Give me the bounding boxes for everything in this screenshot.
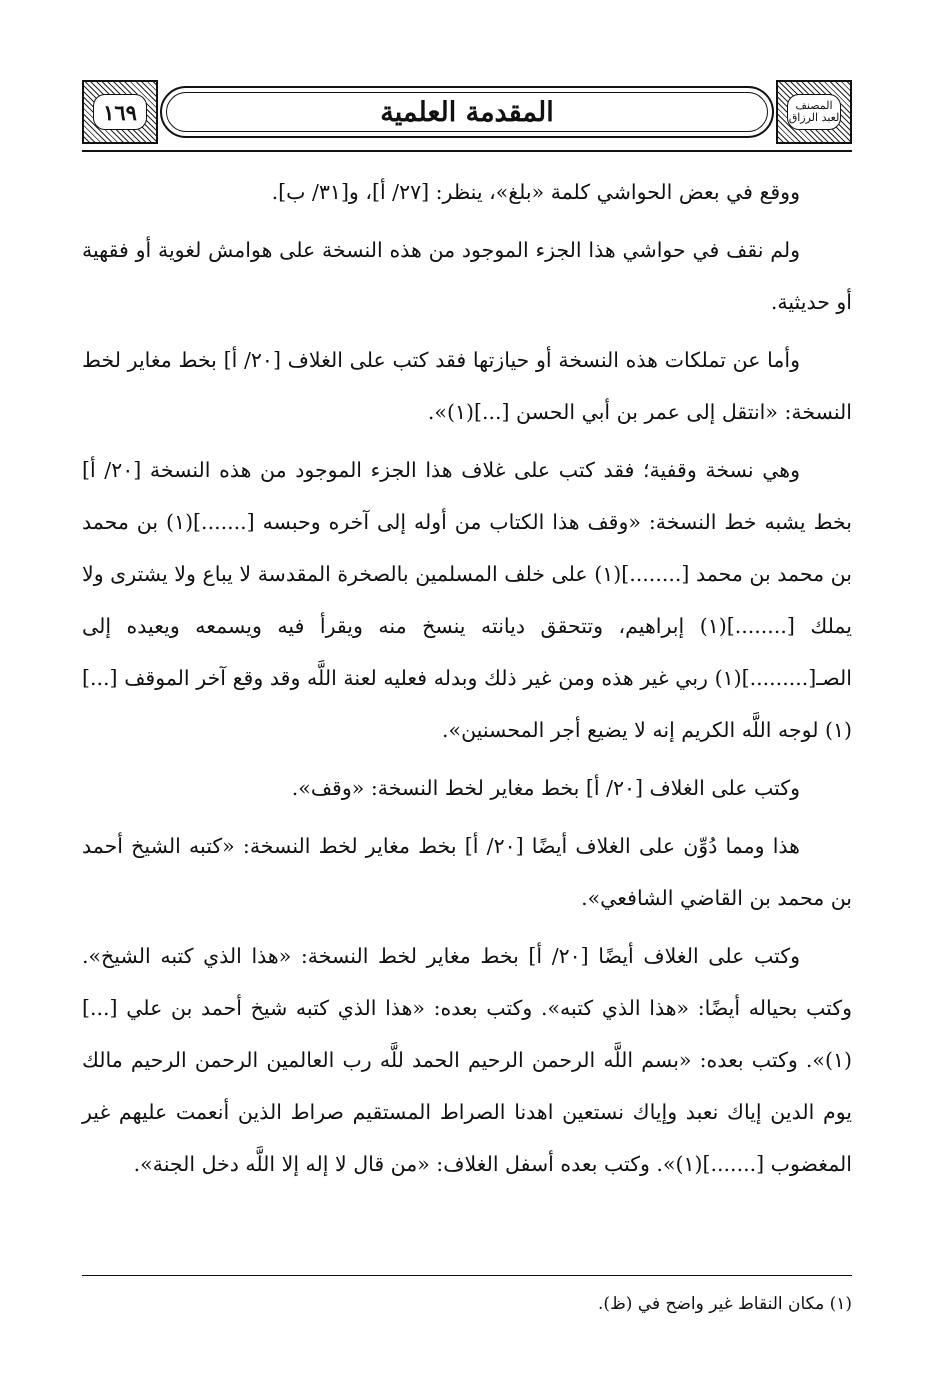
page-number: ١٦٩ [93,94,147,130]
page-header [82,80,852,144]
running-title: المقدمة العلمية [380,96,554,128]
header-divider [82,150,852,152]
page-number-ornament [82,80,158,144]
paragraph: وأما عن تملكات هذه النسخة أو حيازتها فقد كتب على الغلاف [٢٠/ أ] بخط مغاير لخط النسخة: «انتقل إلى عمر بن أبي الحسن [...](١)». [82,348,852,424]
book-emblem [776,80,852,144]
header-title-band [160,86,774,138]
paragraph: وكتب على الغلاف [٢٠/ أ] بخط مغاير لخط النسخة: «وقف». [291,776,800,800]
paragraph: هذا ومما دُوِّن على الغلاف أيضًا [٢٠/ أ] بخط مغاير لخط النسخة: «كتبه الشيخ أحمد بن محمد بن القاضي الشافعي». [82,834,852,910]
footnote-divider [82,1275,852,1276]
footnote: (١) مكان النقاط غير واضح في (ظ). [598,1294,852,1314]
paragraph: ولم نقف في حواشي هذا الجزء الموجود من هذه النسخة على هوامش لغوية أو فقهية أو حديثية. [82,238,852,314]
main-text [82,166,852,1196]
paragraph: وهي نسخة وقفية؛ فقد كتب على غلاف هذا الجزء الموجود من هذه النسخة [٢٠/ أ] بخط يشبه خط النسخة: «وقف هذا الكتاب من أوله إلى آخره وحبسه [.......](١) بن محمد بن محمد بن محمد [........](١) على خلف المسلمين بالصخرة المقدسة لا يباع ولا يشترى ولا يملك [........](١) إبراهيم، وتتحقق ديانته ينسخ منه ويقرأ فيه ويسمعه ويعيده إلى الصـ[.........](١) ربي غير هذه ومن غير ذلك وبدله فعليه لعنة اللَّه وقد وقع آخر الموقف [...](١) لوجه اللَّه الكريم إنه لا يضيع أجر المحسنين». [82,458,852,742]
paragraph: ووقع في بعض الحواشي كلمة «بلغ»، ينظر: [٢٧/ أ]، و[٣١/ ب]. [271,180,800,204]
emblem-seal [787,94,841,130]
emblem-text: المصنف لعبد الرزاق [788,99,840,124]
paragraph: وكتب على الغلاف أيضًا [٢٠/ أ] بخط مغاير لخط النسخة: «هذا الذي كتبه الشيخ». وكتب بحياله أيضًا: «هذا الذي كتبه». وكتب بعده: «هذا الذي كتبه شيخ أحمد بن علي [...](١)». وكتب بعده: «بسم اللَّه الرحمن الرحيم الحمد للَّه رب العالمين الرحمن الرحيم مالك يوم الدين إياك نعبد وإياك نستعين اهدنا الصراط المستقيم صراط الذين أنعمت عليهم غير المغضوب [.......](١)». وكتب بعده أسفل الغلاف: «من قال لا إله إلا اللَّه دخل الجنة». [82,944,852,1176]
